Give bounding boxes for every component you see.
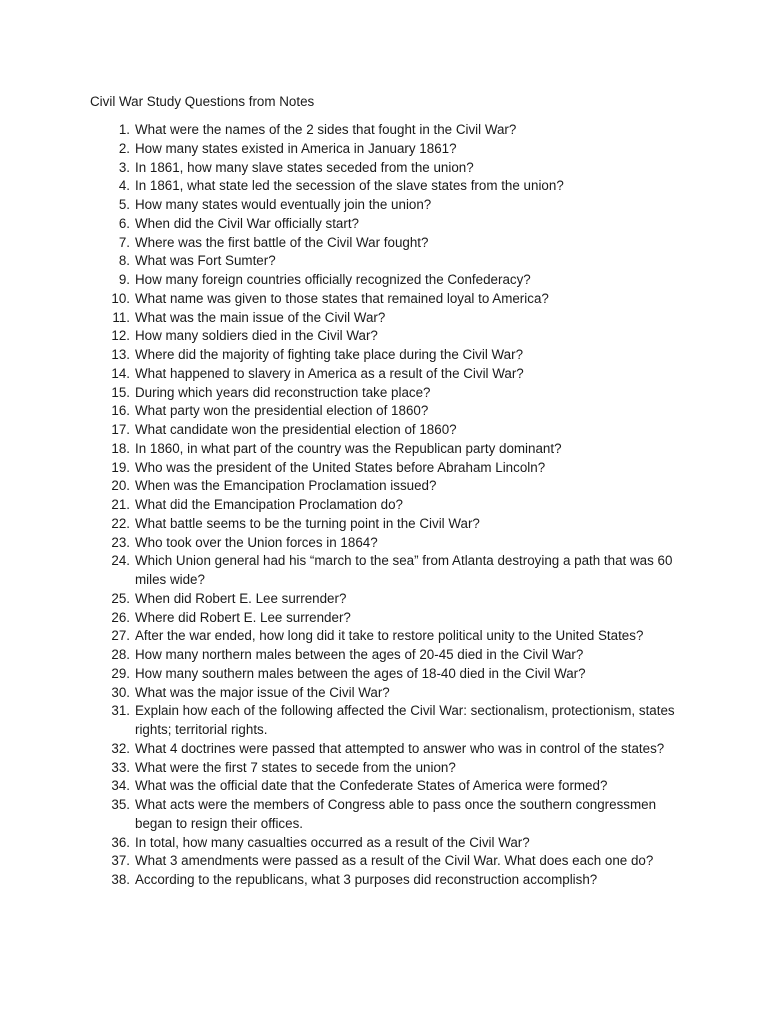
question-number: 4. bbox=[118, 178, 130, 194]
question-number: 26. bbox=[111, 609, 130, 625]
question-item bbox=[0, 421, 695, 440]
question-number: 19. bbox=[111, 459, 130, 475]
question-number: 35. bbox=[111, 797, 130, 812]
question-item bbox=[0, 402, 695, 421]
question-item bbox=[0, 777, 695, 796]
question-number: 6. bbox=[118, 215, 130, 231]
question-text: How many states existed in America in January 1861? bbox=[135, 140, 457, 156]
question-text: When was the Emancipation Proclamation issued? bbox=[135, 478, 437, 494]
question-item bbox=[0, 871, 695, 890]
question-number: 7. bbox=[118, 234, 130, 250]
question-text: How many foreign countries officially recognized the Confederacy? bbox=[135, 272, 531, 287]
question-item bbox=[0, 177, 695, 196]
question-number: 27. bbox=[111, 628, 130, 644]
question-text: Explain how each of the following affected the Civil War: sectionalism, protectionism, states rights; territorial rights. bbox=[135, 703, 675, 737]
question-item bbox=[0, 590, 695, 609]
question-item bbox=[0, 515, 695, 534]
question-item bbox=[0, 646, 695, 665]
question-text: What was Fort Sumter? bbox=[135, 253, 276, 269]
question-number: 29. bbox=[111, 665, 130, 681]
question-text: Where did Robert E. Lee surrender? bbox=[135, 609, 351, 625]
question-item bbox=[0, 496, 695, 515]
question-text: What happened to slavery in America as a result of the Civil War? bbox=[135, 365, 524, 381]
question-text: What candidate won the presidential election of 1860? bbox=[135, 422, 457, 437]
question-number: 16. bbox=[111, 403, 130, 419]
question-text: In 1860, in what part of the country was the Republican party dominant? bbox=[135, 440, 562, 456]
question-number: 12. bbox=[111, 328, 130, 344]
question-text: What was the official date that the Confederate States of America were formed? bbox=[135, 778, 608, 794]
question-text: When did Robert E. Lee surrender? bbox=[135, 590, 347, 606]
question-item bbox=[0, 796, 695, 834]
question-item bbox=[0, 609, 695, 628]
question-number: 3. bbox=[118, 159, 130, 175]
question-number: 37. bbox=[111, 853, 130, 869]
question-number: 11. bbox=[112, 309, 130, 325]
question-item bbox=[0, 365, 695, 384]
question-text: In total, how many casualties occurred as a result of the Civil War? bbox=[135, 834, 530, 850]
question-item bbox=[0, 252, 695, 271]
question-item bbox=[0, 159, 695, 178]
question-number: 24. bbox=[111, 553, 130, 569]
question-item bbox=[0, 234, 695, 253]
question-item bbox=[0, 477, 695, 496]
question-item bbox=[0, 834, 695, 853]
question-item bbox=[0, 759, 695, 778]
question-number: 9. bbox=[118, 272, 130, 287]
question-text: What 3 amendments were passed as a result of the Civil War. What does each one do? bbox=[135, 853, 654, 869]
question-item bbox=[0, 346, 695, 365]
question-number: 17. bbox=[111, 422, 130, 437]
question-item bbox=[0, 215, 695, 234]
question-text: Who took over the Union forces in 1864? bbox=[135, 534, 378, 550]
question-item bbox=[0, 384, 695, 403]
question-text: How many soldiers died in the Civil War? bbox=[135, 328, 378, 344]
question-number: 5. bbox=[118, 197, 130, 212]
question-number: 15. bbox=[111, 384, 130, 400]
question-text: What were the names of the 2 sides that fought in the Civil War? bbox=[135, 122, 517, 137]
question-text: How many southern males between the ages of 18-40 died in the Civil War? bbox=[135, 665, 586, 681]
question-item bbox=[0, 271, 695, 290]
question-number: 18. bbox=[111, 440, 130, 456]
question-text: After the war ended, how long did it take to restore political unity to the United States? bbox=[135, 628, 644, 644]
question-text: Where did the majority of fighting take place during the Civil War? bbox=[135, 347, 524, 362]
question-text: Who was the president of the United States before Abraham Lincoln? bbox=[135, 459, 546, 475]
question-item bbox=[0, 459, 695, 478]
question-number: 21. bbox=[111, 497, 130, 512]
question-text: What acts were the members of Congress able to pass once the southern congressmen began to resign their offices. bbox=[135, 797, 657, 831]
question-number: 30. bbox=[111, 684, 130, 700]
question-item bbox=[0, 121, 695, 140]
question-number: 36. bbox=[111, 834, 130, 850]
question-item bbox=[0, 140, 695, 159]
question-text: Where was the first battle of the Civil War fought? bbox=[135, 234, 429, 250]
question-text: What was the major issue of the Civil War? bbox=[135, 684, 390, 700]
question-number: 20. bbox=[111, 478, 130, 494]
question-number: 13. bbox=[111, 347, 130, 362]
question-text: What name was given to those states that remained loyal to America? bbox=[135, 290, 549, 306]
question-text: What battle seems to be the turning point in the Civil War? bbox=[135, 515, 480, 531]
question-text: What were the first 7 states to secede from the union? bbox=[135, 759, 456, 775]
question-number: 10. bbox=[111, 290, 130, 306]
question-text: How many northern males between the ages of 20-45 died in the Civil War? bbox=[135, 647, 584, 662]
question-text: How many states would eventually join the union? bbox=[135, 197, 432, 212]
question-number: 34. bbox=[111, 778, 130, 794]
question-number: 31. bbox=[111, 703, 130, 719]
question-text: What did the Emancipation Proclamation do? bbox=[135, 497, 403, 512]
question-text: During which years did reconstruction take place? bbox=[135, 384, 431, 400]
question-number: 14. bbox=[111, 365, 130, 381]
question-item bbox=[0, 327, 695, 346]
question-number: 32. bbox=[111, 740, 130, 756]
question-text: When did the Civil War officially start? bbox=[135, 215, 359, 231]
question-list bbox=[0, 121, 768, 890]
question-item bbox=[0, 309, 695, 328]
question-text: According to the republicans, what 3 purposes did reconstruction accomplish? bbox=[135, 872, 598, 887]
question-item bbox=[0, 702, 695, 740]
question-item bbox=[0, 684, 695, 703]
question-number: 2. bbox=[118, 140, 130, 156]
question-text: Which Union general had his “march to the sea” from Atlanta destroying a path that was 60 miles wide? bbox=[135, 553, 673, 587]
question-number: 33. bbox=[111, 759, 130, 775]
question-text: What was the main issue of the Civil War? bbox=[135, 309, 386, 325]
question-item bbox=[0, 552, 695, 590]
question-number: 25. bbox=[111, 590, 130, 606]
question-item bbox=[0, 196, 695, 215]
question-text: In 1861, what state led the secession of the slave states from the union? bbox=[135, 178, 564, 194]
question-number: 28. bbox=[111, 647, 130, 662]
question-text: What 4 doctrines were passed that attempted to answer who was in control of the states? bbox=[135, 740, 665, 756]
question-text: What party won the presidential election of 1860? bbox=[135, 403, 429, 419]
question-number: 1. bbox=[118, 122, 130, 137]
question-number: 22. bbox=[111, 515, 130, 531]
question-number: 38. bbox=[111, 872, 130, 887]
question-item bbox=[0, 740, 695, 759]
question-item bbox=[0, 665, 695, 684]
question-item bbox=[0, 852, 695, 871]
question-number: 23. bbox=[111, 534, 130, 550]
question-item bbox=[0, 290, 695, 309]
question-item bbox=[0, 534, 695, 553]
question-item bbox=[0, 440, 695, 459]
document-title: Civil War Study Questions from Notes bbox=[90, 94, 315, 109]
question-number: 8. bbox=[118, 253, 130, 269]
question-item bbox=[0, 627, 695, 646]
question-text: In 1861, how many slave states seceded from the union? bbox=[135, 159, 474, 175]
